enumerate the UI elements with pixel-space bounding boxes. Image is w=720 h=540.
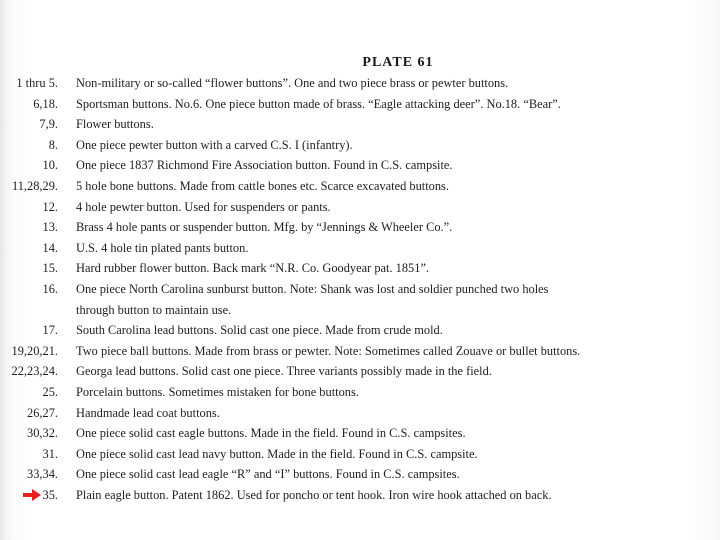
list-item [0,382,720,403]
entry-list [0,73,720,505]
list-item [0,258,720,279]
entry-number: 13. [42,220,58,235]
red-arrow-shape [23,489,41,501]
list-item [0,361,720,382]
entry-number: 15. [42,261,58,276]
list-item [0,197,720,218]
entry-number: 14. [42,240,58,255]
list-item [0,423,720,444]
entry-description: One piece pewter button with a carved C.S. I (infantry). [76,137,353,152]
entry-description: Plain eagle button. Patent 1862. Used for poncho or tent hook. Iron wire hook attached on back. [76,487,552,502]
entry-number-marked [23,485,59,506]
list-item [0,279,720,300]
entry-number: 30,32. [27,426,58,441]
entry-description: Flower buttons. [76,117,154,132]
list-item [0,176,720,197]
list-item [0,341,720,362]
entry-description: Georga lead buttons. Solid cast one piece. Three variants possibly made in the field. [76,364,492,379]
entry-number: 8. [48,137,58,152]
entry-description: One piece North Carolina sunburst button. Note: Shank was lost and soldier punched two holes [76,281,549,296]
list-item [0,135,720,156]
list-item [0,444,720,465]
entry-number: 31. [42,446,58,461]
entry-number: 26,27. [27,405,58,420]
entry-number: 12. [42,199,58,214]
list-item [0,73,720,94]
list-item [0,403,720,424]
red-arrow-icon [23,489,41,501]
entry-number: 1 thru 5. [16,76,58,90]
entry-number: 35. [42,487,58,502]
entry-description: Handmade lead coat buttons. [76,405,220,420]
entry-description: One piece solid cast eagle buttons. Made in the field. Found in C.S. campsites. [76,426,466,441]
entry-number: 25. [42,384,58,399]
entry-description: One piece 1837 Richmond Fire Association button. Found in C.S. campsite. [76,158,453,173]
entry-number: 11,28,29. [11,178,58,193]
list-item [0,464,720,485]
entry-description: U.S. 4 hole tin plated pants button. [76,240,249,255]
entry-description: South Carolina lead buttons. Solid cast one piece. Made from crude mold. [76,323,443,338]
entry-description: 4 hole pewter button. Used for suspenders or pants. [76,199,331,214]
entry-description: through button to maintain use. [76,302,232,317]
list-item [0,238,720,259]
entry-description: Non-military or so-called “flower buttons”. One and two piece brass or pewter buttons. [76,76,509,90]
entry-number: 7,9. [39,117,58,132]
entry-number: 19,20,21. [11,343,58,358]
entry-description: One piece solid cast lead eagle “R” and “I” buttons. Found in C.S. campsites. [76,467,460,482]
entry-description: One piece solid cast lead navy button. Made in the field. Found in C.S. campsite. [76,446,478,461]
entry-description: Two piece ball buttons. Made from brass or pewter. Note: Sometimes called Zouave or bullet buttons. [76,343,581,358]
list-item [0,217,720,238]
plate-title-text: PLATE 61 [362,55,434,70]
list-item [0,155,720,176]
list-item [0,94,720,115]
entry-number: 6,18. [33,96,58,111]
list-item-continuation [0,300,720,321]
entry-number: 10. [42,158,58,173]
entry-number: 33,34. [27,467,58,482]
list-item-highlighted [0,485,720,506]
entry-number: 16. [42,281,58,296]
entry-description: 5 hole bone buttons. Made from cattle bones etc. Scarce excavated buttons. [76,178,449,193]
entry-number: 17. [42,323,58,338]
plate-title [0,55,720,71]
entry-description: Porcelain buttons. Sometimes mistaken for bone buttons. [76,384,359,399]
entry-number: 22,23,24. [11,364,58,379]
entry-description: Brass 4 hole pants or suspender button. Mfg. by “Jennings & Wheeler Co.”. [76,220,453,235]
entry-description: Sportsman buttons. No.6. One piece button made of brass. “Eagle attacking deer”. No.18. “Bear”. [76,96,561,111]
entry-description: Hard rubber flower button. Back mark “N.R. Co. Goodyear pat. 1851”. [76,261,430,276]
list-item [0,114,720,135]
list-item [0,320,720,341]
